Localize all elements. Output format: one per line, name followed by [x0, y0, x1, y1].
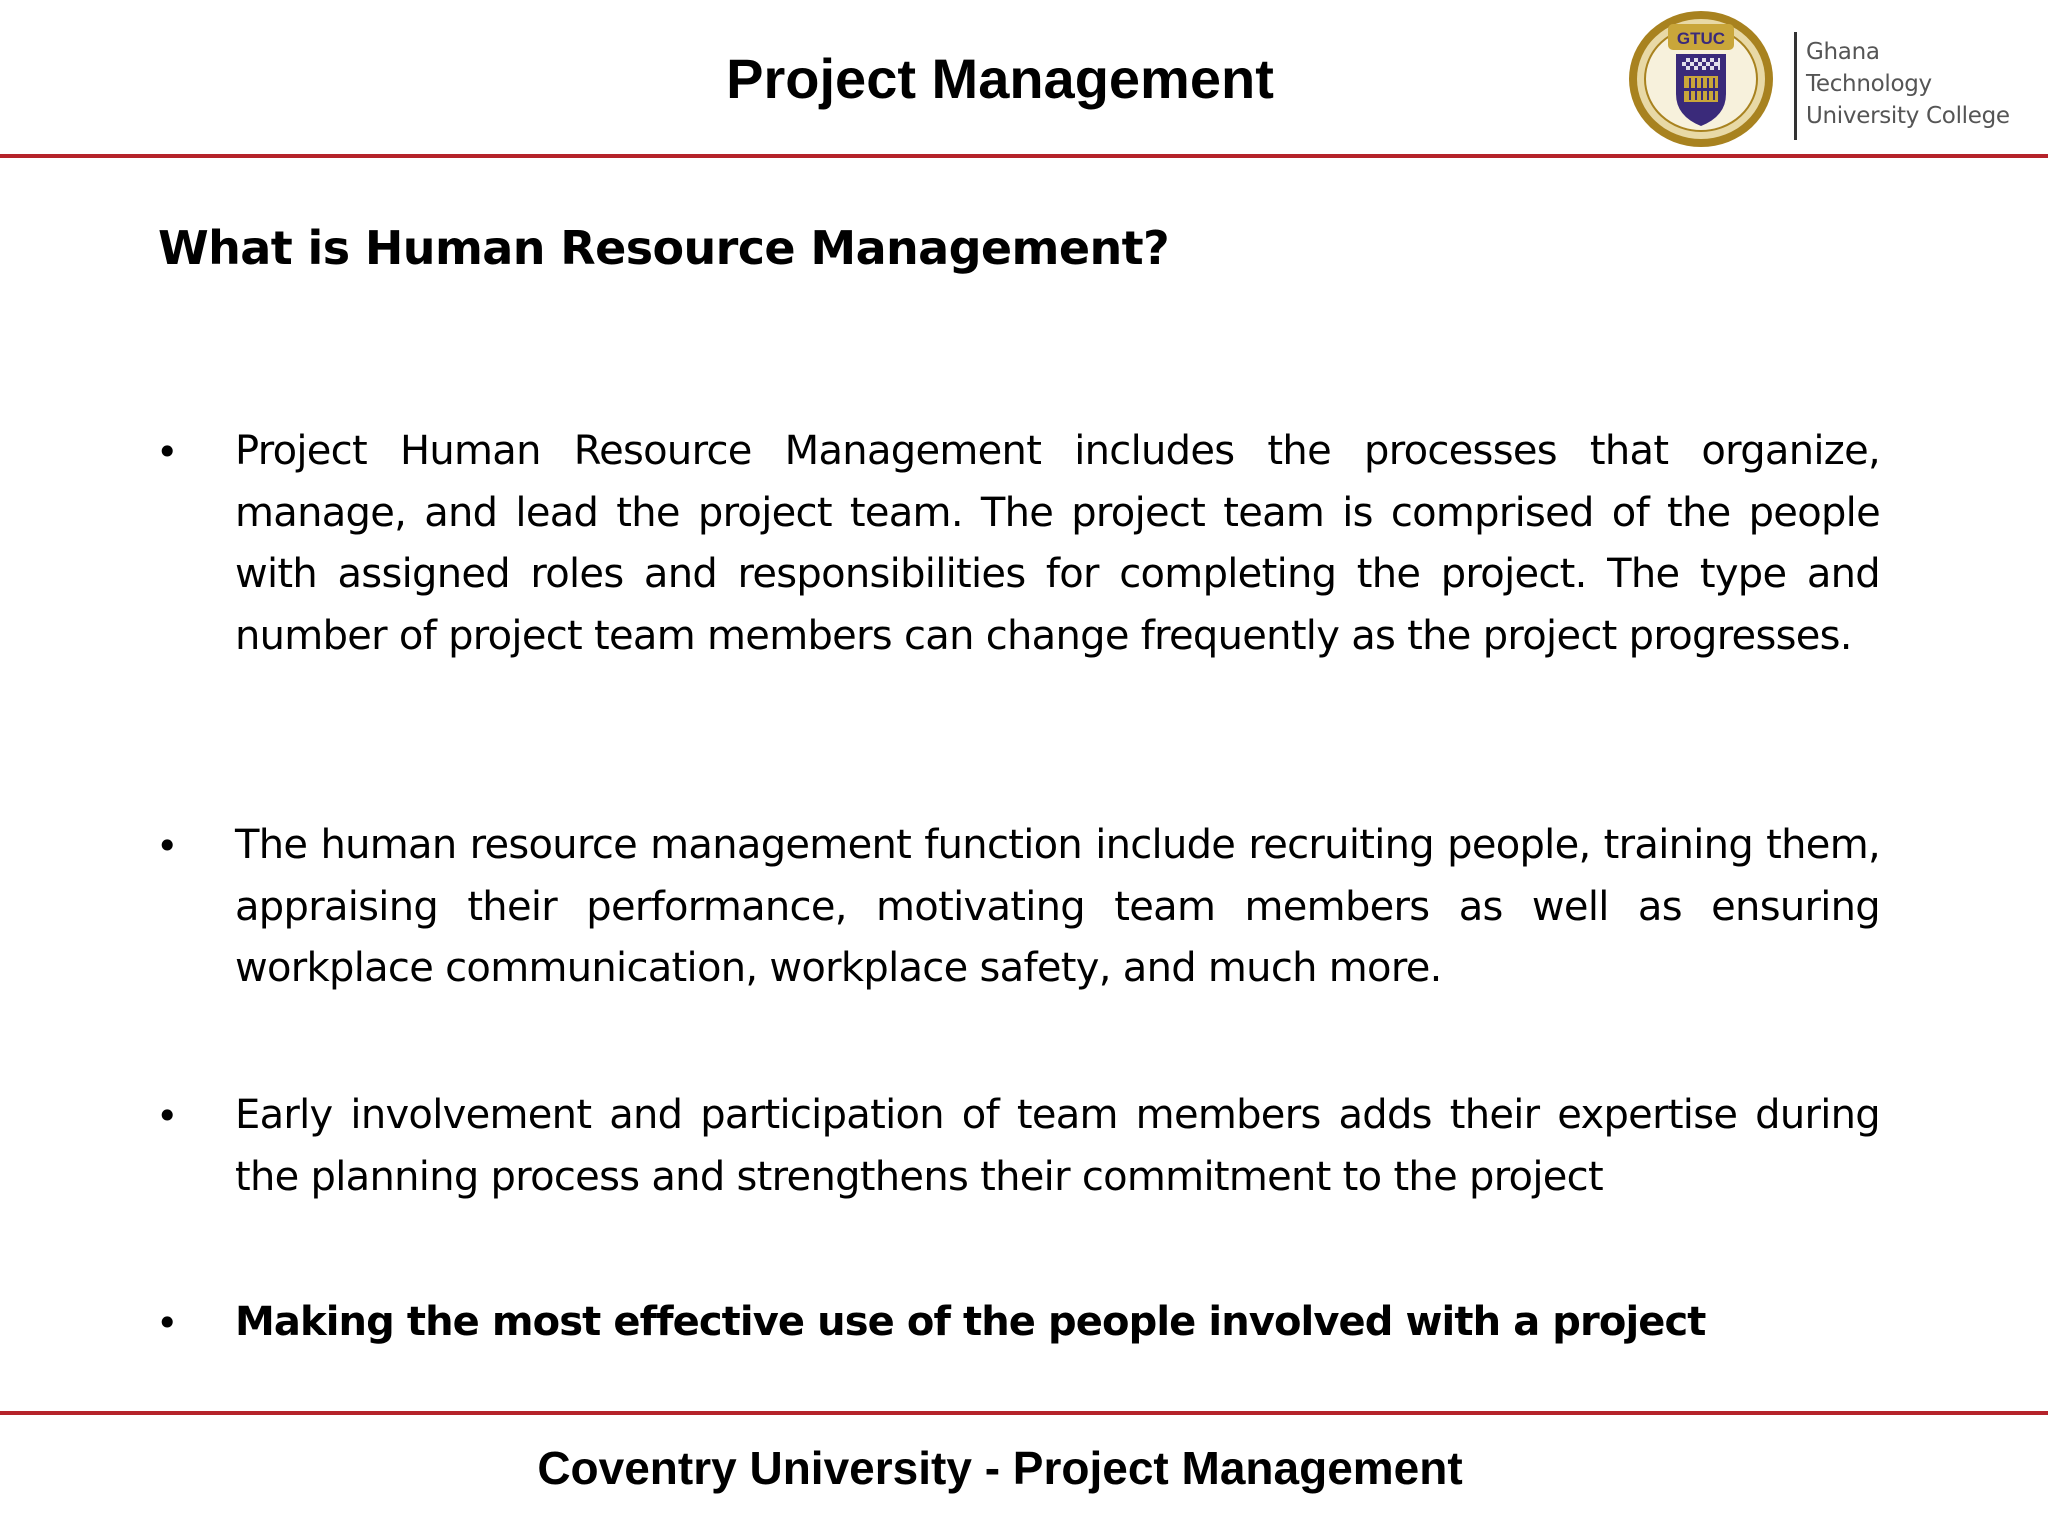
- header-divider: [0, 154, 2048, 158]
- logo-name-line: Ghana: [1806, 39, 1880, 65]
- gtuc-seal-icon: [1626, 8, 1776, 150]
- bullet-marker: •: [156, 824, 179, 868]
- section-heading: What is Human Resource Management?: [158, 221, 1170, 275]
- bullet-text: The human resource management function include recruiting people, training them, appraising their performance, motivating team members as well as ensuring workplace communication, workplace safety, and much more.: [235, 822, 1880, 991]
- bullet-marker: •: [156, 1301, 179, 1345]
- logo-divider: [1794, 32, 1797, 140]
- slide-header-title: Project Management: [726, 47, 1274, 110]
- logo-name-line: Technology: [1806, 71, 1932, 97]
- logo-institution-name: [1806, 36, 2010, 132]
- gtuc-badge-text: GTUC: [1676, 29, 1726, 48]
- slide-footer: Coventry University - Project Management: [537, 1442, 1463, 1494]
- gtuc-logo: [1624, 6, 2024, 154]
- bullet-text-bold: Making the most effective use of the people involved with a project: [235, 1299, 1706, 1345]
- bullet-marker: •: [156, 430, 179, 474]
- bullet-text: Project Human Resource Management includes the processes that organize, manage, and lead the project team. The project team is comprised of the people with assigned roles and responsibilities for completing the project. The type and number of project team members can change frequently as the project progresses.: [235, 428, 1880, 659]
- bullet-text: Early involvement and participation of team members adds their expertise during the planning process and strengthens their commitment to the project: [235, 1092, 1880, 1200]
- bullet-marker: •: [156, 1094, 179, 1138]
- logo-name-line: University College: [1806, 103, 2010, 129]
- footer-divider: [0, 1411, 2048, 1415]
